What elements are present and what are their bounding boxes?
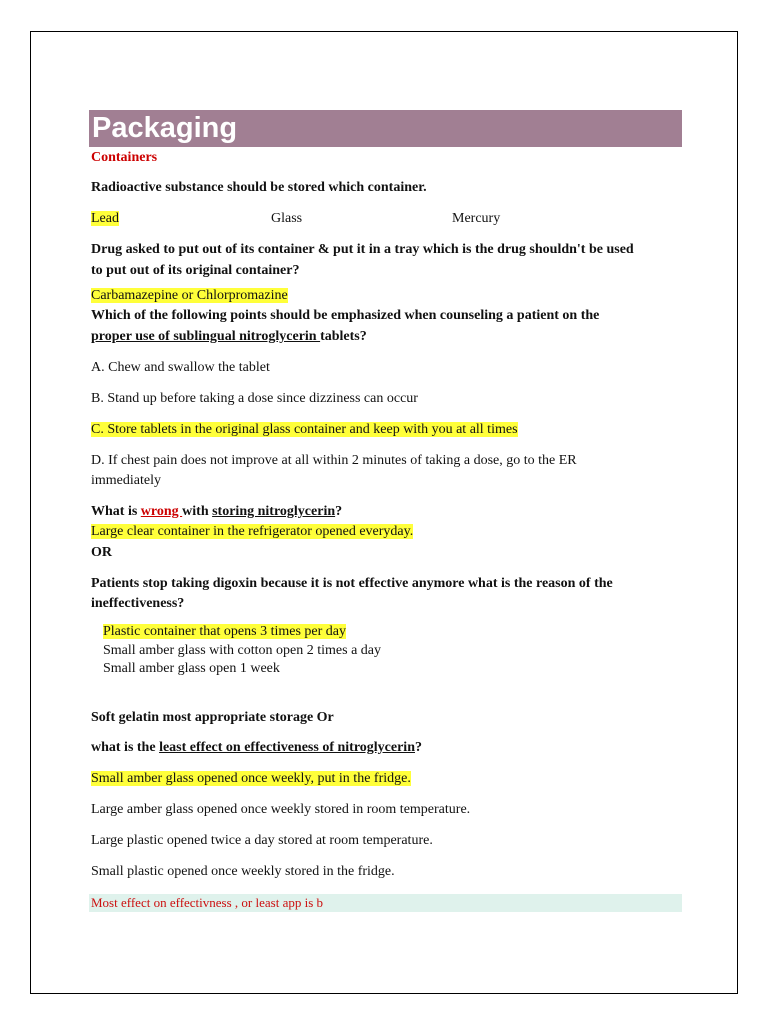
q5-option-1: Plastic container that opens 3 times per day: [103, 624, 346, 639]
q6-prefix: what is the: [91, 740, 160, 755]
q6-option-1: Small amber glass opened once weekly, put in the fridge.: [91, 771, 411, 786]
q4-answer: Large clear container in the refrigerator opened everyday.: [91, 524, 414, 539]
q3-option-d-line2: immediately: [91, 473, 161, 488]
q2-answer: Carbamazepine or Chlorpromazine: [91, 288, 288, 303]
q5-option-2: Small amber glass with cotton open 2 times a day: [103, 643, 382, 658]
q5-line1: Patients stop taking digoxin because it is not effective anymore what is the reason of the: [91, 576, 613, 591]
q6-option-3: Large plastic opened twice a day stored at room temperature.: [91, 833, 433, 848]
q4-mid: with: [182, 504, 213, 519]
q4-suffix: ?: [335, 504, 343, 519]
q6-suffix: ?: [415, 740, 422, 755]
title-bar: [89, 110, 682, 147]
q1-option-mercury: Mercury: [452, 211, 501, 226]
q4-question: [91, 504, 342, 520]
q4-prefix: What is: [91, 504, 141, 519]
q3-line2: [91, 329, 367, 345]
q1-option-lead-text: Lead: [91, 211, 119, 226]
document-page: [30, 31, 738, 994]
q4-or: OR: [91, 545, 112, 560]
q2-line1: Drug asked to put out of its container & put it in a tray which is the drug shouldn't be used: [91, 242, 634, 257]
q6-option-2: Large amber glass opened once weekly stored in room temperature.: [91, 802, 471, 817]
q3-line1: Which of the following points should be emphasized when counseling a patient on the: [91, 308, 600, 323]
q4-wrong: wrong: [140, 504, 183, 519]
section-heading: Containers: [91, 150, 158, 165]
q2-line2: to put out of its original container?: [91, 263, 300, 278]
q3-option-b: B. Stand up before taking a dose since dizziness can occur: [91, 391, 418, 406]
q5-line2: ineffectiveness?: [91, 596, 185, 611]
note-text: Most effect on effectivness , or least app is b: [91, 895, 324, 910]
q1-option-glass: Glass: [271, 211, 303, 226]
q6-underlined: least effect on effectiveness of nitroglycerin: [159, 740, 415, 755]
q1-option-lead: [91, 211, 119, 227]
q3-underlined: proper use of sublingual nitroglycerin: [91, 329, 321, 344]
q4-storing: storing nitroglycerin: [212, 504, 336, 519]
q3-line2-rest: tablets?: [320, 329, 367, 344]
page-content: [31, 32, 737, 993]
q1-question: Radioactive substance should be stored which container.: [91, 180, 427, 195]
page-title: Packaging: [92, 112, 238, 144]
q6-line1: Soft gelatin most appropriate storage Or: [91, 710, 334, 725]
q3-option-c: C. Store tablets in the original glass container and keep with you at all times: [91, 422, 518, 437]
q6-line2: [91, 740, 422, 756]
q5-option-3: Small amber glass open 1 week: [103, 661, 280, 676]
q3-option-a: A. Chew and swallow the tablet: [91, 360, 270, 375]
q6-option-4: Small plastic opened once weekly stored in the fridge.: [91, 864, 395, 879]
note-bar: [89, 894, 682, 912]
q3-option-d-line1: D. If chest pain does not improve at all within 2 minutes of taking a dose, go to the ER: [91, 453, 577, 468]
